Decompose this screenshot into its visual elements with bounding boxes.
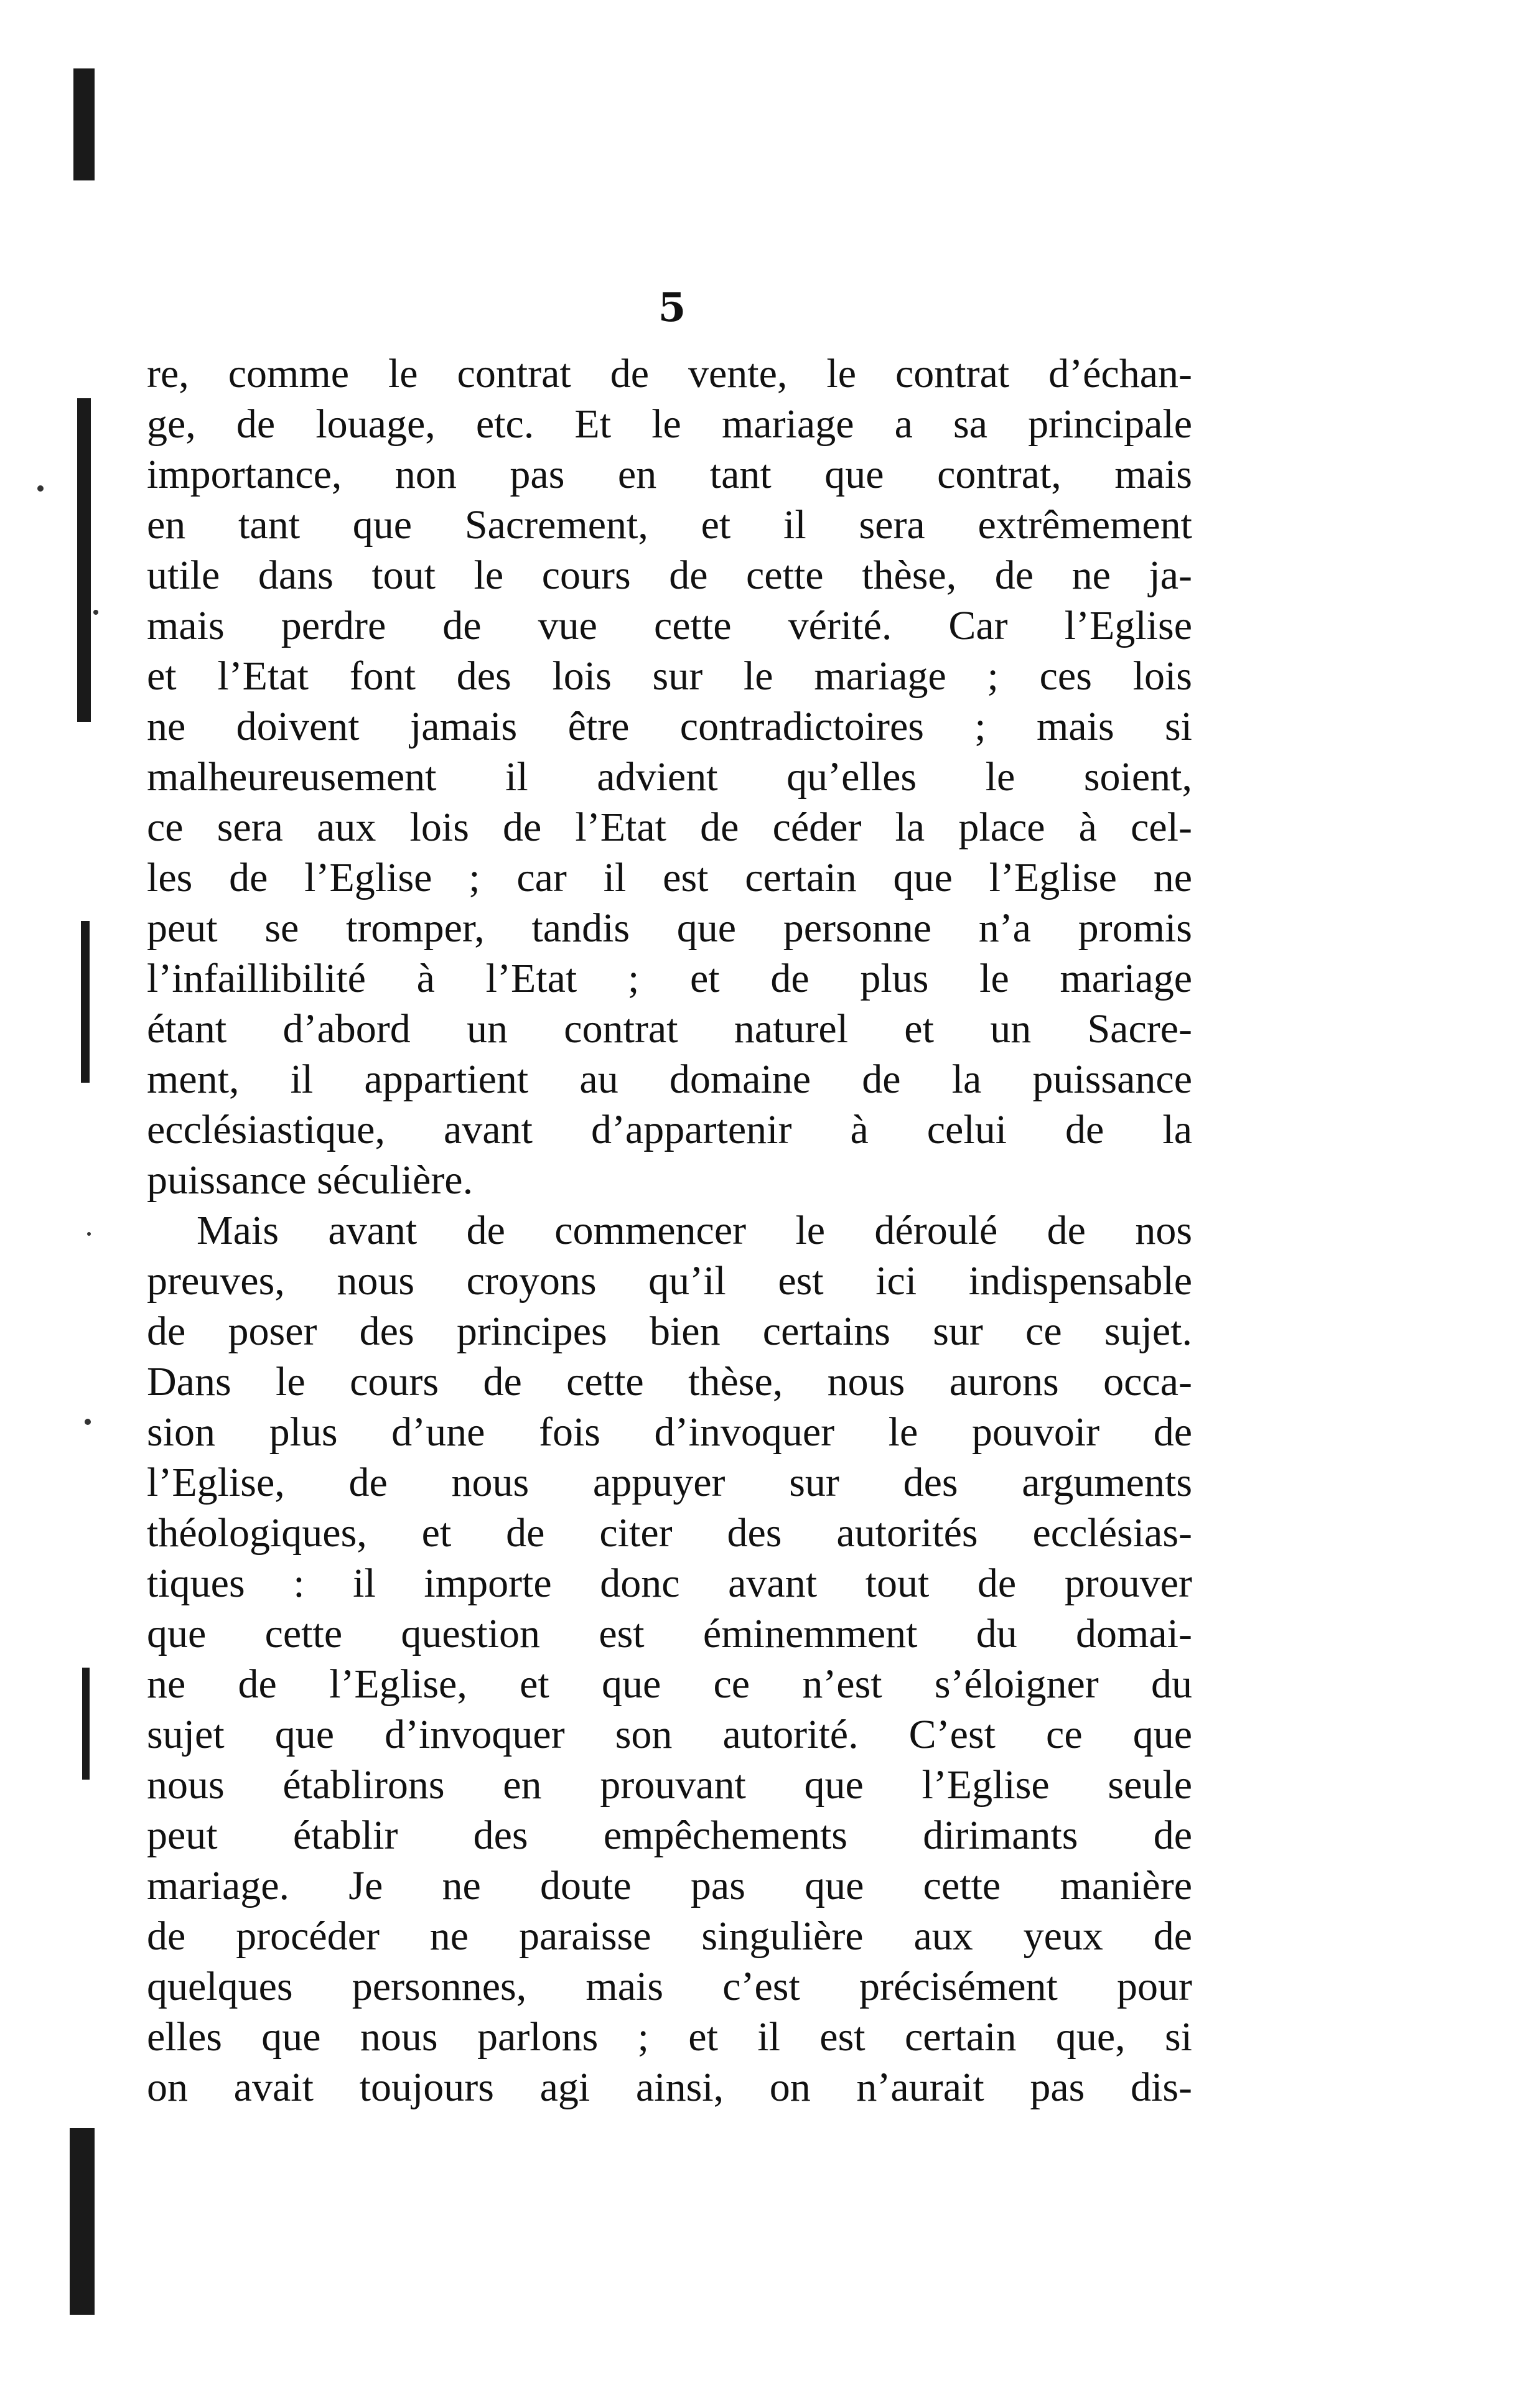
text-line: de procéder ne paraisse singulière aux yeux de: [147, 1913, 1192, 1959]
ink-speck: [85, 1419, 91, 1425]
ink-speck: [93, 610, 98, 615]
text-line: Mais avant de commencer le déroulé de nos: [197, 1208, 1192, 1253]
text-line: sujet que d’invoquer son autorité. C’est ce que: [147, 1712, 1192, 1757]
text-line: malheureusement il advient qu’elles le soient,: [147, 754, 1192, 800]
text-line: théologiques, et de citer des autorités ecclésias-: [147, 1510, 1192, 1556]
text-line: ce sera aux lois de l’Etat de céder la place à cel-: [147, 805, 1192, 850]
text-line: quelques personnes, mais c’est précisément pour: [147, 1964, 1192, 2009]
text-line: peut établir des empêchements dirimants de: [147, 1813, 1192, 1858]
text-line: peut se tromper, tandis que personne n’a promis: [147, 905, 1192, 951]
binding-shadow: [0, 50, 112, 2352]
ink-speck: [37, 485, 44, 492]
ink-speck: [87, 1232, 91, 1236]
text-line: re, comme le contrat de vente, le contrat d’échan-: [147, 351, 1192, 396]
text-line: les de l’Eglise ; car il est certain que l’Eglise ne: [147, 855, 1192, 900]
text-line: mariage. Je ne doute pas que cette manière: [147, 1863, 1192, 1908]
text-line: elles que nous parlons ; et il est certain que, si: [147, 2014, 1192, 2060]
text-line: et l’Etat font des lois sur le mariage ; ces lois: [147, 653, 1192, 699]
text-line: que cette question est éminemment du domai-: [147, 1611, 1192, 1656]
binding-mark: [81, 921, 90, 1083]
text-line: l’Eglise, de nous appuyer sur des arguments: [147, 1460, 1192, 1505]
text-line: importance, non pas en tant que contrat, mais: [147, 452, 1192, 497]
text-line: tiques : il importe donc avant tout de prouver: [147, 1561, 1192, 1606]
body-text: [147, 348, 1192, 2113]
text-line: ne doivent jamais être contradictoires ; mais si: [147, 704, 1192, 749]
paragraph-2: [147, 1205, 1192, 2113]
text-line: mais perdre de vue cette vérité. Car l’Eglise: [147, 603, 1192, 648]
binding-mark: [73, 68, 95, 180]
text-line: ne de l’Eglise, et que ce n’est s’éloigner du: [147, 1661, 1192, 1707]
text-line: l’infaillibilité à l’Etat ; et de plus le mariage: [147, 956, 1192, 1001]
binding-mark: [77, 398, 91, 722]
text-line: sion plus d’une fois d’invoquer le pouvoir de: [147, 1409, 1192, 1455]
text-line: étant d’abord un contrat naturel et un Sacre-: [147, 1006, 1192, 1052]
text-line: en tant que Sacrement, et il sera extrêmement: [147, 502, 1192, 548]
text-line: puissance séculière.: [147, 1157, 474, 1203]
binding-mark: [82, 1668, 90, 1780]
text-line: Dans le cours de cette thèse, nous aurons occa-: [147, 1359, 1192, 1404]
paragraph-1: [147, 348, 1192, 1205]
text-line: ment, il appartient au domaine de la puissance: [147, 1057, 1192, 1102]
text-line: ecclésiastique, avant d’appartenir à celui de la: [147, 1107, 1192, 1152]
text-line: preuves, nous croyons qu’il est ici indispensable: [147, 1258, 1192, 1304]
text-line: utile dans tout le cours de cette thèse, de ne ja-: [147, 553, 1192, 598]
page-number: 5: [658, 284, 686, 331]
binding-mark: [70, 2128, 95, 2315]
text-line: ge, de louage, etc. Et le mariage a sa principale: [147, 401, 1192, 447]
text-line: on avait toujours agi ainsi, on n’aurait pas dis-: [147, 2065, 1192, 2110]
text-line: nous établirons en prouvant que l’Eglise seule: [147, 1762, 1192, 1808]
text-line: de poser des principes bien certains sur ce sujet.: [147, 1309, 1192, 1354]
